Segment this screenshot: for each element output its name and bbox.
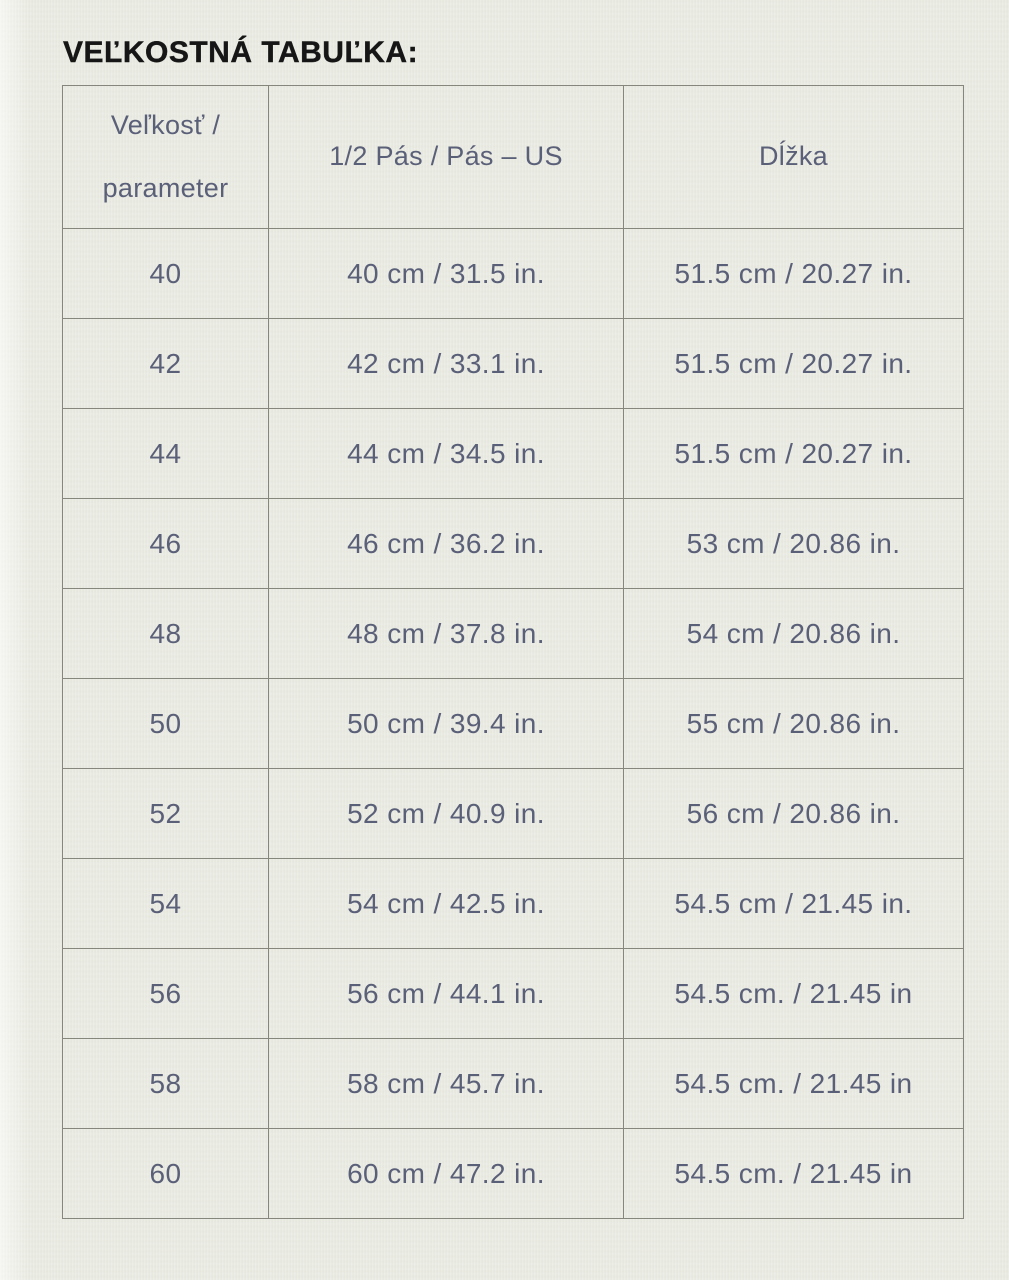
size-cell: 42 xyxy=(63,319,269,409)
waist-cell: 44 cm / 34.5 in. xyxy=(269,409,624,499)
waist-cell: 60 cm / 47.2 in. xyxy=(269,1129,624,1219)
size-cell: 58 xyxy=(63,1039,269,1129)
table-row xyxy=(63,499,964,589)
table-row xyxy=(63,769,964,859)
size-cell: 50 xyxy=(63,679,269,769)
size-cell: 54 xyxy=(63,859,269,949)
waist-cell: 48 cm / 37.8 in. xyxy=(269,589,624,679)
waist-cell: 50 cm / 39.4 in. xyxy=(269,679,624,769)
column-header-waist: 1/2 Pás / Pás – US xyxy=(269,86,624,229)
table-row xyxy=(63,589,964,679)
length-cell: 54.5 cm. / 21.45 in xyxy=(624,1039,964,1129)
waist-cell: 52 cm / 40.9 in. xyxy=(269,769,624,859)
waist-cell: 54 cm / 42.5 in. xyxy=(269,859,624,949)
size-cell: 40 xyxy=(63,229,269,319)
table-row xyxy=(63,229,964,319)
table-row xyxy=(63,1039,964,1129)
page-title: VEĽKOSTNÁ TABUĽKA: xyxy=(63,36,419,69)
length-cell: 51.5 cm / 20.27 in. xyxy=(624,229,964,319)
length-cell: 54.5 cm / 21.45 in. xyxy=(624,859,964,949)
length-cell: 56 cm / 20.86 in. xyxy=(624,769,964,859)
length-cell: 55 cm / 20.86 in. xyxy=(624,679,964,769)
column-header-length: Dĺžka xyxy=(624,86,964,229)
length-cell: 54 cm / 20.86 in. xyxy=(624,589,964,679)
size-table xyxy=(62,85,964,1219)
waist-cell: 42 cm / 33.1 in. xyxy=(269,319,624,409)
length-cell: 51.5 cm / 20.27 in. xyxy=(624,409,964,499)
waist-cell: 40 cm / 31.5 in. xyxy=(269,229,624,319)
length-cell: 51.5 cm / 20.27 in. xyxy=(624,319,964,409)
length-cell: 54.5 cm. / 21.45 in xyxy=(624,949,964,1039)
waist-cell: 56 cm / 44.1 in. xyxy=(269,949,624,1039)
table-row xyxy=(63,409,964,499)
size-cell: 46 xyxy=(63,499,269,589)
table-row xyxy=(63,949,964,1039)
table-row xyxy=(63,859,964,949)
header-row xyxy=(63,86,964,229)
table-row xyxy=(63,679,964,769)
table-row xyxy=(63,319,964,409)
size-cell: 56 xyxy=(63,949,269,1039)
length-cell: 54.5 cm. / 21.45 in xyxy=(624,1129,964,1219)
size-cell: 52 xyxy=(63,769,269,859)
waist-cell: 58 cm / 45.7 in. xyxy=(269,1039,624,1129)
size-cell: 48 xyxy=(63,589,269,679)
column-header-size-parameter: Veľkosť / parameter xyxy=(63,86,269,229)
size-table-header xyxy=(63,86,964,229)
size-cell: 44 xyxy=(63,409,269,499)
waist-cell: 46 cm / 36.2 in. xyxy=(269,499,624,589)
length-cell: 53 cm / 20.86 in. xyxy=(624,499,964,589)
size-table-body xyxy=(63,229,964,1219)
table-row xyxy=(63,1129,964,1219)
size-cell: 60 xyxy=(63,1129,269,1219)
